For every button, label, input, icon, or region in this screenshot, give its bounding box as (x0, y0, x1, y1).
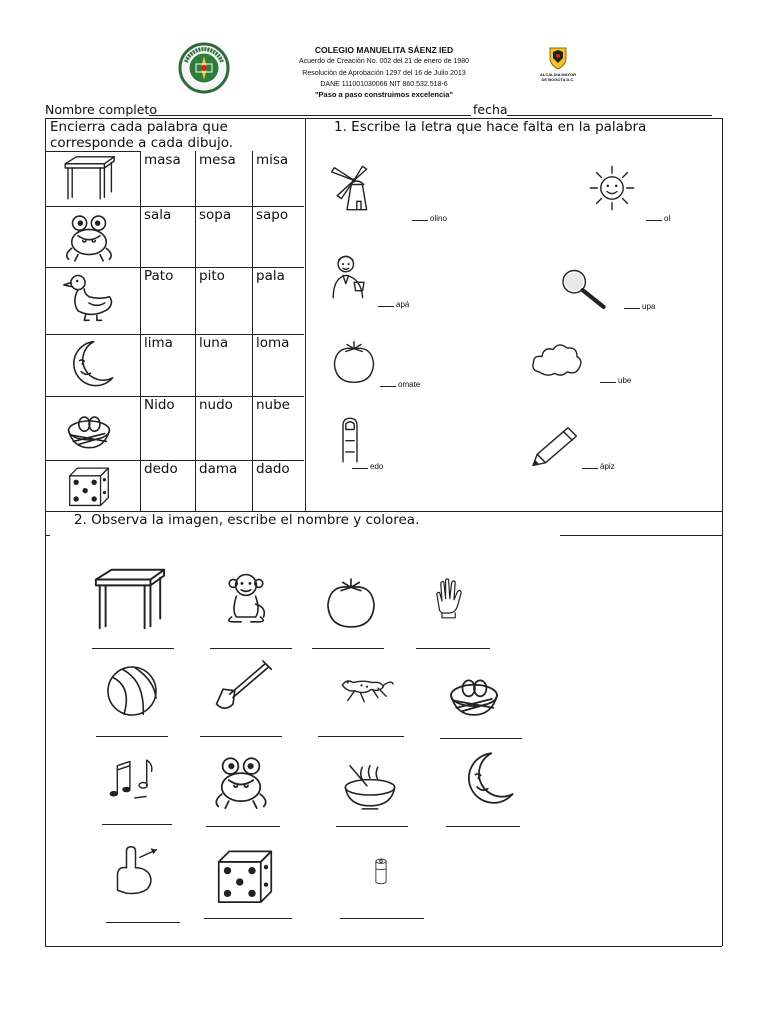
word-option[interactable]: lima (144, 335, 173, 351)
missing-letter-blank[interactable] (412, 214, 447, 223)
letter-blank[interactable] (646, 220, 662, 221)
letter-blank[interactable] (600, 382, 616, 383)
table-column-line (140, 151, 141, 511)
table-icon (54, 154, 124, 203)
name-blank[interactable] (149, 115, 471, 116)
moon-icon (446, 748, 526, 810)
ball-icon (100, 656, 164, 726)
right-instruction: 1. Escribe la letra que hace falta en la palabra (334, 119, 647, 135)
name-answer-line[interactable] (440, 738, 522, 739)
tomato-icon (318, 570, 384, 636)
date-blank[interactable] (507, 115, 712, 116)
table-column-line (252, 151, 253, 511)
word-option[interactable]: mesa (199, 152, 236, 168)
frame-right-line (722, 118, 723, 946)
word-option[interactable]: pala (256, 268, 285, 284)
missing-letter-blank[interactable] (352, 462, 383, 471)
missing-letter-blank[interactable] (600, 376, 631, 385)
word-fragment: omate (398, 380, 421, 389)
word-option[interactable]: dama (199, 461, 238, 477)
stray-mark-left (46, 535, 50, 536)
creation-agreement: Acuerdo de Creación No. 002 del 21 de enero de 1980 (298, 58, 470, 65)
name-label: Nombre completo (45, 102, 157, 117)
frame-left-line (45, 118, 46, 946)
frame-bottom-line (45, 946, 722, 947)
left-instruction-line1: Encierra cada palabra que (50, 119, 228, 135)
letter-blank[interactable] (378, 306, 394, 307)
name-answer-line[interactable] (96, 736, 168, 737)
dane-nit: DANE 111001030066 NIT 860.532.518-6 (320, 81, 448, 88)
word-fragment: edo (370, 462, 384, 471)
name-answer-line[interactable] (204, 918, 292, 919)
word-fragment: ube (618, 376, 632, 385)
name-answer-line[interactable] (92, 648, 174, 649)
name-answer-line[interactable] (106, 922, 180, 923)
sun-icon (584, 162, 640, 214)
word-fragment: ol (664, 214, 671, 223)
missing-letter-blank[interactable] (380, 380, 420, 389)
school-name: COLEGIO MANUELITA SÁENZ IED (314, 45, 454, 55)
word-fragment: ápiz (600, 462, 615, 471)
magnifier-icon (556, 262, 612, 314)
tomato-icon (326, 336, 382, 388)
frog-icon (54, 209, 124, 264)
table-column-line (195, 151, 196, 511)
word-fragment: upa (642, 302, 656, 311)
word-option[interactable]: misa (256, 152, 289, 168)
letter-blank[interactable] (582, 468, 598, 469)
word-option[interactable]: Pato (144, 268, 174, 284)
missing-letter-blank[interactable] (646, 214, 670, 223)
letter-blank[interactable] (624, 308, 640, 309)
word-option[interactable]: luna (199, 335, 229, 351)
name-answer-line[interactable] (312, 648, 384, 649)
word-option[interactable]: dedo (144, 461, 178, 477)
section-divider (305, 118, 306, 511)
name-answer-line[interactable] (210, 648, 292, 649)
duck-icon (54, 270, 124, 325)
can-icon (364, 836, 398, 906)
name-answer-line[interactable] (336, 826, 408, 827)
finger-icon (322, 414, 378, 466)
table-top-line (46, 151, 140, 152)
father-icon (322, 250, 378, 302)
word-option[interactable]: pito (199, 268, 225, 284)
pointing-finger-icon (104, 834, 164, 906)
pencil-icon (526, 422, 582, 474)
hand-icon (424, 568, 472, 628)
name-answer-line[interactable] (416, 648, 490, 649)
name-answer-line[interactable] (446, 826, 520, 827)
soup-icon (330, 758, 410, 812)
name-answer-line[interactable] (206, 826, 280, 827)
missing-letter-blank[interactable] (378, 300, 409, 309)
dice-icon (210, 844, 280, 906)
letter-blank[interactable] (412, 220, 428, 221)
word-option[interactable]: nube (256, 397, 290, 413)
moon-icon (54, 337, 124, 392)
monkey-icon (214, 566, 278, 628)
cloud-icon (528, 334, 584, 386)
music-notes-icon (104, 748, 160, 810)
bottom-instruction: 2. Observa la imagen, escribe el nombre y colorea. (74, 512, 420, 528)
left-instruction-line2: corresponde a cada dibujo. (50, 135, 234, 151)
missing-letter-blank[interactable] (582, 462, 615, 471)
word-option[interactable]: Nido (144, 397, 175, 413)
word-option[interactable]: sala (144, 207, 172, 223)
word-option[interactable]: nudo (199, 397, 233, 413)
dice-icon (54, 463, 124, 508)
nest-icon (432, 660, 516, 722)
nest-icon (54, 399, 124, 454)
table-icon (90, 564, 168, 636)
word-fragment: apá (396, 300, 410, 309)
name-answer-line[interactable] (102, 824, 172, 825)
letter-blank[interactable] (380, 386, 396, 387)
crest-caption: ALCALDIA MAYOR DE BOGOTA D.C. (540, 72, 576, 82)
name-answer-line[interactable] (200, 736, 282, 737)
name-answer-line[interactable] (318, 736, 404, 737)
frog-icon (206, 748, 276, 814)
missing-letter-blank[interactable] (624, 302, 655, 311)
approval-resolution: Resolución de Aprobación 1297 del 16 de Julio 2013 (302, 70, 466, 77)
school-motto: "Paso a paso construimos excelencia" (314, 90, 453, 99)
word-option[interactable]: sapo (256, 207, 289, 223)
word-fragment: olino (430, 214, 447, 223)
bogota-crest-logo (548, 46, 568, 70)
shovel-icon (202, 656, 284, 714)
letter-blank[interactable] (352, 468, 368, 469)
word-option[interactable]: sopa (199, 207, 232, 223)
panther-icon (312, 662, 422, 710)
windmill-icon (326, 162, 382, 214)
name-answer-line[interactable] (340, 918, 424, 919)
stray-line-right (560, 535, 722, 536)
word-option[interactable]: dado (256, 461, 290, 477)
date-label: fecha (473, 102, 508, 117)
word-option[interactable]: loma (256, 335, 290, 351)
word-option[interactable]: masa (144, 152, 181, 168)
